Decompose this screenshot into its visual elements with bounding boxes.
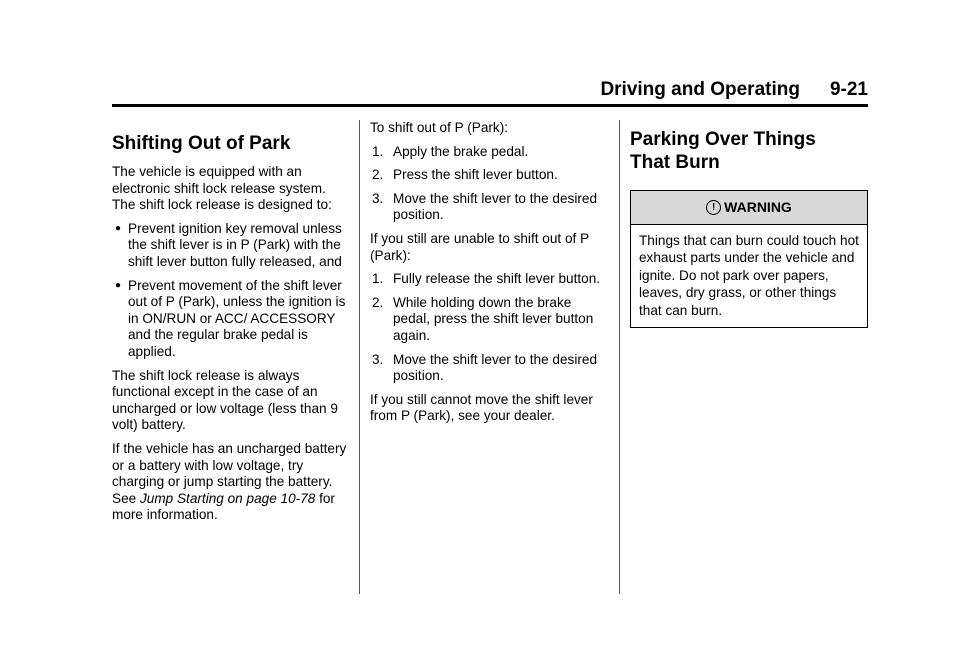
column-shifting-out-of-park	[112, 120, 348, 531]
warning-icon: !	[706, 200, 721, 215]
list-item: 1. Fully release the shift lever button.	[372, 271, 601, 287]
paragraph: If you still cannot move the shift lever from P (Park), see your dealer.	[370, 391, 593, 424]
paragraph: If you still are unable to shift out of P (Park):	[370, 230, 589, 263]
warning-header	[631, 191, 867, 225]
bullet-item: ● Prevent movement of the shift lever out of P (Park), unless the ignition is in ON/RUN or ACC/ ACCESSORY and the regular brake pedal is applied.	[115, 277, 346, 359]
column-parking-over-things	[630, 120, 870, 328]
paragraph: If the vehicle has an uncharged battery or a battery with low voltage, try charging or jump starting the battery. See Jump Starting on page 10-78 for more information.	[112, 440, 347, 523]
paragraph: The vehicle is equipped with an electronic shift lock release system. The shift lock release is designed to:	[112, 164, 332, 213]
page-number: 9-21	[829, 79, 868, 100]
cross-reference-link[interactable]: Jump Starting on page 10-78	[139, 490, 316, 506]
list-item: 2. While holding down the brake pedal, press the shift lever button again.	[372, 294, 594, 343]
list-item: 2. Press the shift lever button.	[372, 167, 558, 183]
section-title: Driving and Operating	[600, 79, 800, 100]
warning-box	[630, 190, 868, 328]
paragraph: To shift out of P (Park):	[370, 120, 509, 135]
bullet-item: ● Prevent ignition key removal unless the shift lever is in P (Park) with the shift lever button fully released, and	[115, 220, 342, 269]
list-item: 3. Move the shift lever to the desired position.	[372, 351, 598, 384]
list-item: 1. Apply the brake pedal.	[372, 143, 529, 159]
warning-text: Things that can burn could touch hot exhaust parts under the vehicle and ignite. Do not park over papers, leaves, dry grass, or other things that can burn.	[639, 233, 859, 318]
page-header	[112, 80, 868, 107]
section-heading: Shifting Out of Park	[112, 133, 291, 154]
paragraph: The shift lock release is always functional except in the case of an uncharged or low voltage (less than 9 volt) battery.	[112, 367, 338, 433]
column-divider	[619, 120, 620, 594]
warning-label: WARNING	[724, 199, 792, 216]
list-item: 3. Move the shift lever to the desired position.	[372, 190, 598, 223]
bullet-icon: ●	[115, 279, 122, 291]
column-shift-procedure	[370, 120, 606, 432]
bullet-icon: ●	[115, 222, 122, 234]
section-heading: Parking Over Things That Burn	[630, 129, 816, 173]
column-divider	[359, 120, 360, 594]
